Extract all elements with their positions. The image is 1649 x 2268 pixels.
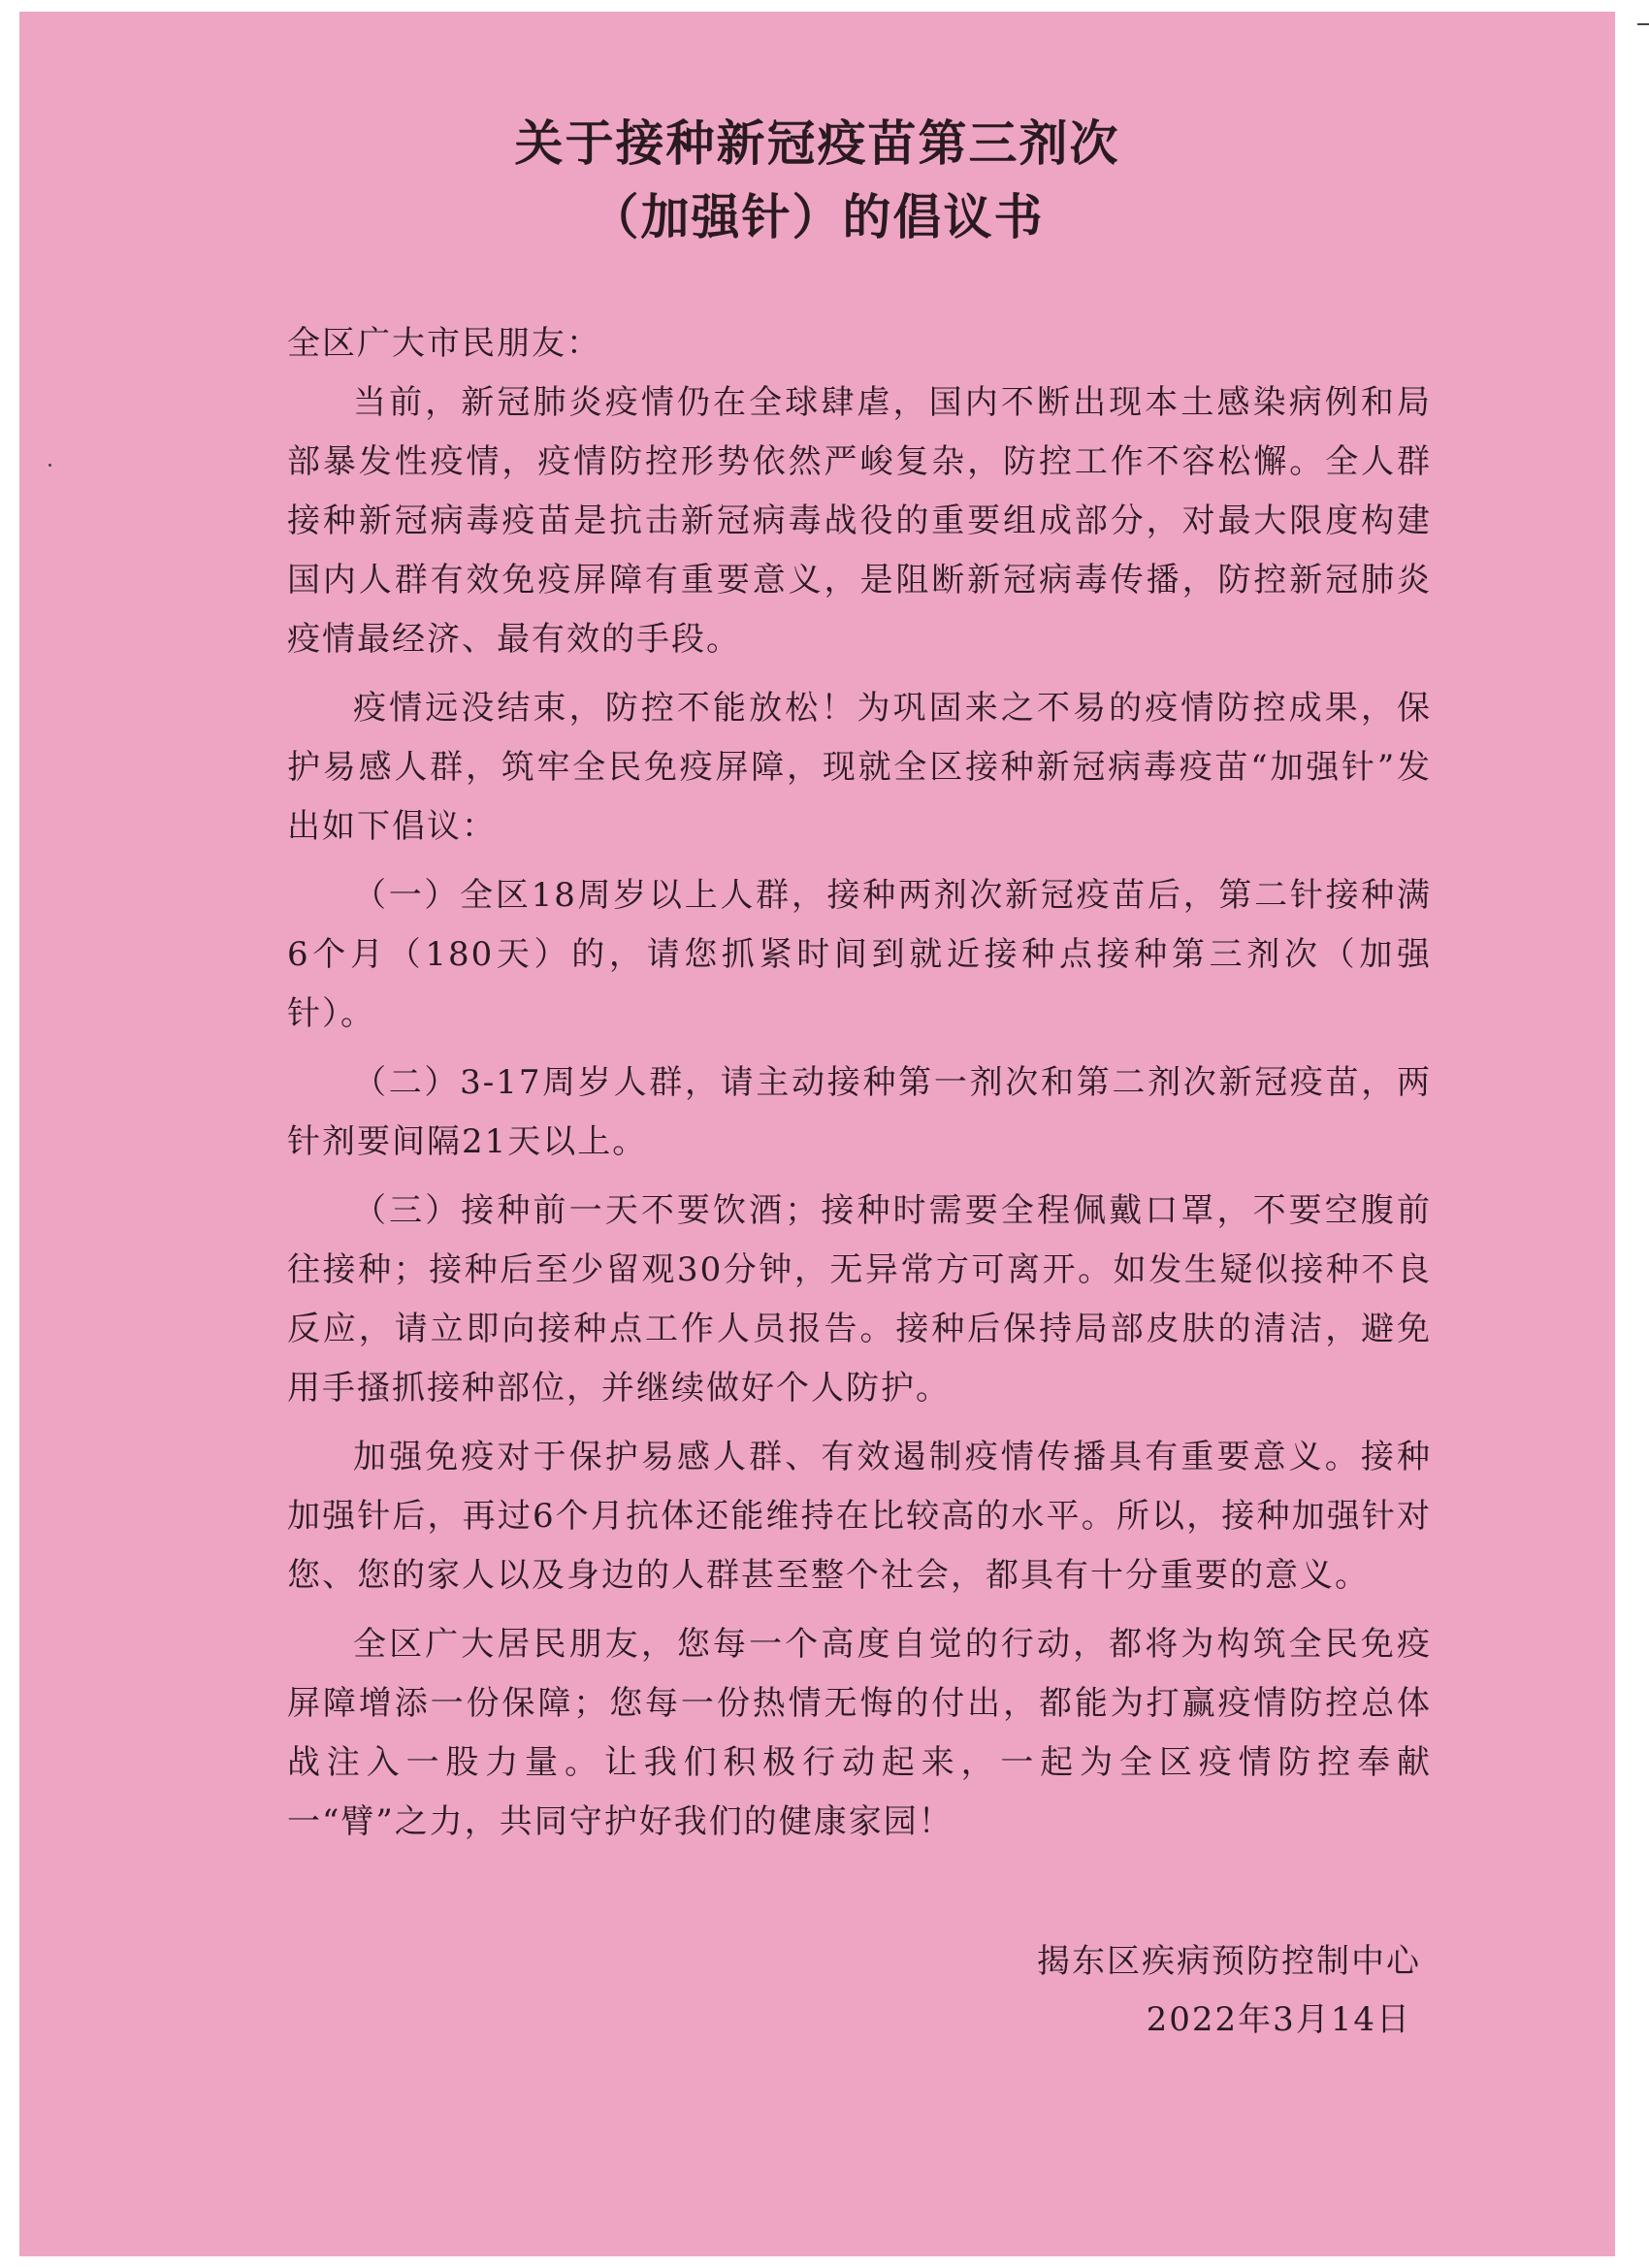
document-body xyxy=(287,314,1432,1862)
salutation: 全区广大市民朋友： xyxy=(287,324,601,363)
paragraph: 加强免疫对于保护易感人群、有效遏制疫情传播具有重要意义。接种加强针后，再过6个月抗体还能维持在比较高的水平。所以，接种加强针对您、您的家人以及身边的人群甚至整个社会，都具有十分重要的意义。 xyxy=(287,1438,1432,1595)
title-line-2: （加强针）的倡议书 xyxy=(590,188,1045,245)
scan-dot xyxy=(48,464,51,467)
title-line-1: 关于接种新冠疫苗第三剂次 xyxy=(514,114,1120,172)
issuer: 揭东区疾病预防控制中心 xyxy=(1037,1942,1421,1981)
paragraph: 全区广大居民朋友，您每一个高度自觉的行动，都将为构筑全民免疫屏障增添一份保障；您每一份热情无悔的付出，都能为打赢疫情防控总体战注入一股力量。让我们积极行动起来，一起为全区疫情防控奉献一“臂”之力，共同守护好我们的健康家园！ xyxy=(287,1625,1432,1841)
document-title xyxy=(19,107,1615,254)
paragraph: （一）全区18周岁以上人群，接种两剂次新冠疫苗后，第二针接种满6个月（180天）的，请您抓紧时间到就近接种点接种第三剂次（加强针）。 xyxy=(287,876,1432,1033)
paragraph: （三）接种前一天不要饮酒；接种时需要全程佩戴口罩，不要空腹前往接种；接种后至少留观30分钟，无异常方可离开。如发生疑似接种不良反应，请立即向接种点工作人员报告。接种后保持局部皮肤的清洁，避免用手搔抓接种部位，并继续做好个人防护。 xyxy=(287,1191,1432,1408)
paragraph: 当前，新冠肺炎疫情仍在全球肆虐，国内不断出现本土感染病例和局部暴发性疫情，疫情防控形势依然严峻复杂，防控工作不容松懈。全人群接种新冠病毒疫苗是抗击新冠病毒战役的重要组成部分，对最大限度构建国内人群有效免疫屏障有重要意义，是阻断新冠病毒传播，防控新冠肺炎疫情最经济、最有效的手段。 xyxy=(287,383,1432,659)
issue-date: 2022年3月14日 xyxy=(1146,2000,1411,2039)
document-page xyxy=(19,12,1615,2256)
paragraph: （二）3-17周岁人群，请主动接种第一剂次和第二剂次新冠疫苗，两针剂要间隔21天以上。 xyxy=(287,1063,1432,1161)
signoff xyxy=(1037,1932,1421,2049)
paragraph: 疫情远没结束，防控不能放松！为巩固来之不易的疫情防控成果，保护易感人群，筑牢全民免疫屏障，现就全区接种新冠病毒疫苗“加强针”发出如下倡议： xyxy=(287,689,1432,846)
scan-corner-mark xyxy=(1637,23,1649,25)
